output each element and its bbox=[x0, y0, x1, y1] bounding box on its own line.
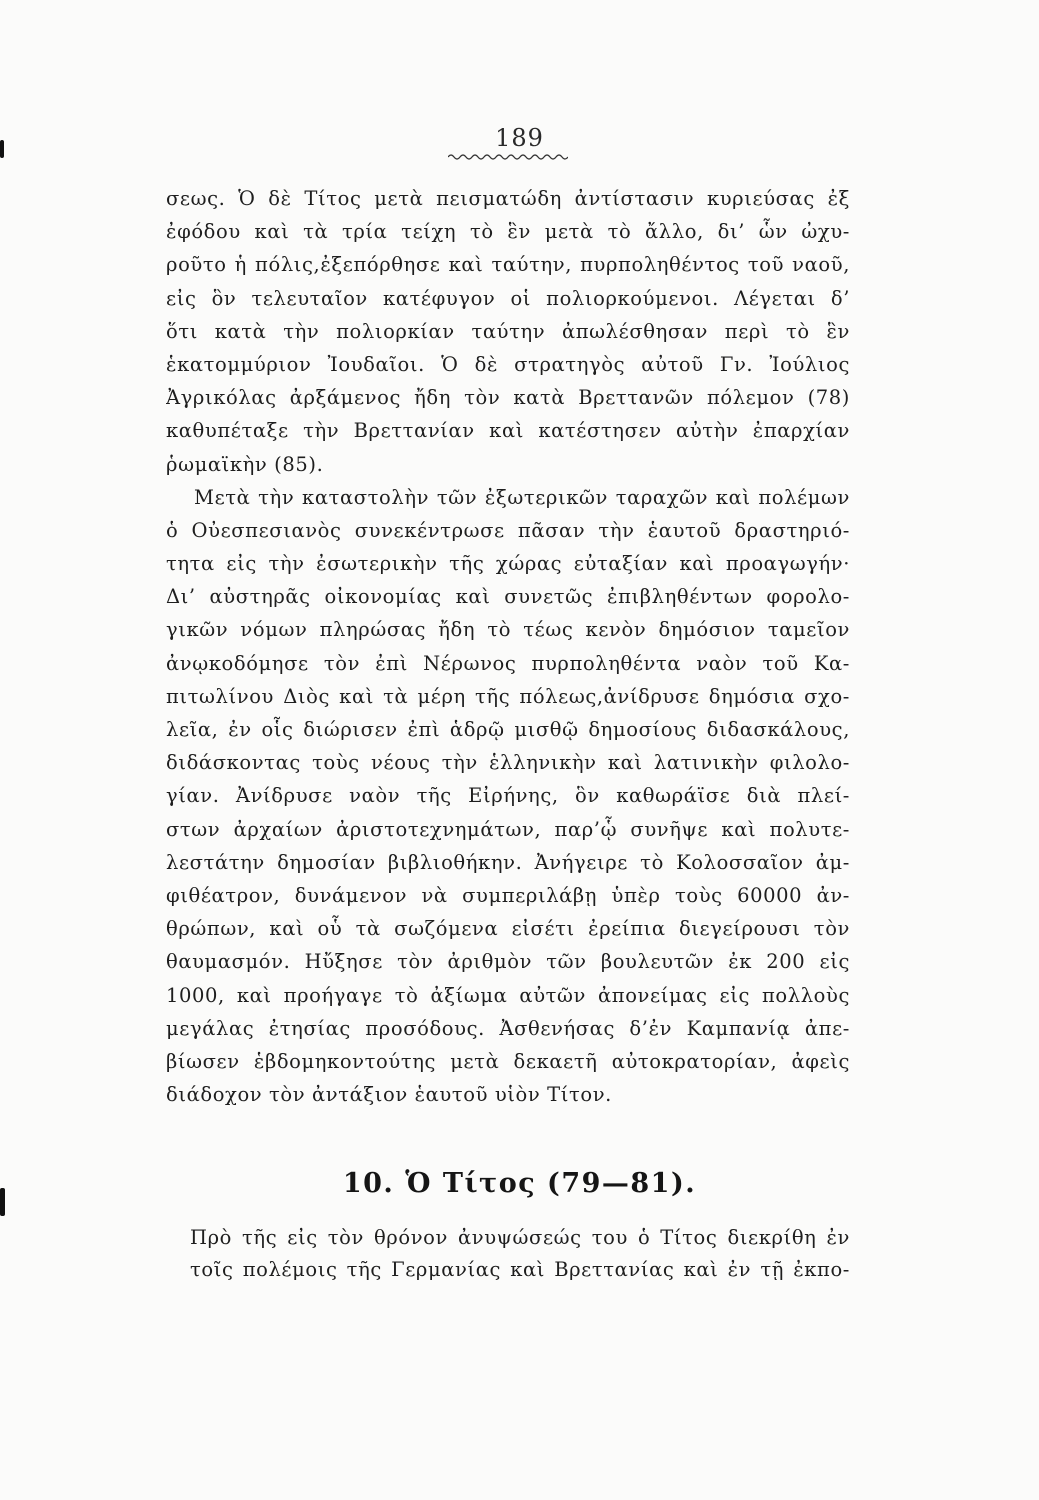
text-line: γικῶν νόμων πληρώσας ἤδη τὸ τέως κενὸν δημόσιον ταμεῖον bbox=[166, 618, 850, 642]
section-text bbox=[190, 1222, 850, 1286]
text-line: ροῦτο ἡ πόλις,ἐξεπόρθησε καὶ ταύτην, πυρποληθέντος τοῦ ναοῦ, bbox=[166, 253, 850, 277]
text-line: διδάσκοντας τοὺς νέους τὴν ἑλληνικὴν καὶ λατινικὴν φιλολο- bbox=[166, 751, 850, 775]
text-line: λεστάτην δημοσίαν βιβλιοθήκην. Ἀνήγειρε τὸ Κολοσσαῖον ἀμ- bbox=[166, 850, 850, 874]
text-line: θαυμασμόν. Ηὔξησε τὸν ἀριθμὸν τῶν βουλευτῶν ἐκ 200 εἰς bbox=[166, 950, 850, 974]
section-heading: 10. Ὁ Τίτος (79—81). bbox=[342, 1168, 697, 1199]
text-line: ἑκατομμύριον Ἰουδαῖοι. Ὁ δὲ στρατηγὸς αὐτοῦ Γν. Ἰούλιος bbox=[166, 352, 850, 376]
wavy-rule-ornament bbox=[448, 152, 568, 162]
text-line: Μετὰ τὴν καταστολὴν τῶν ἐξωτερικῶν ταραχῶν καὶ πολέμων bbox=[194, 485, 850, 509]
text-line: λεῖα, ἐν οἷς διώρισεν ἐπὶ ἁδρῷ μισθῷ δημοσίους διδασκάλους, bbox=[166, 718, 850, 741]
text-line: τητα εἰς τὴν ἐσωτερικὴν τῆς χώρας εὐταξίαν καὶ προαγωγήν· bbox=[166, 552, 850, 576]
page-number: 189 bbox=[495, 124, 544, 152]
text-line: Ἀγρικόλας ἀρξάμενος ἤδη τὸν κατὰ Βρεττανῶν πόλεμον (78) bbox=[166, 386, 850, 410]
text-line: 1000, καὶ προήγαγε τὸ ἀξίωμα αὐτῶν ἀπονείμας εἰς πολλοὺς bbox=[166, 983, 850, 1007]
text-line: Πρὸ τῆς εἰς τὸν θρόνον ἀνυψώσεώς του ὁ Τίτος διεκρίθη ἐν bbox=[190, 1226, 850, 1249]
text-line: πιτωλίνου Διὸς καὶ τὰ μέρη τῆς πόλεως,ἀνίδρυσε δημόσια σχο- bbox=[166, 684, 850, 708]
body-text bbox=[166, 182, 850, 1111]
text-line: ὁ Οὐεσπεσιανὸς συνεκέντρωσε πᾶσαν τὴν ἑαυτοῦ δραστηριό- bbox=[166, 518, 850, 542]
text-line: διάδοχον τὸν ἀντάξιον ἑαυτοῦ υἱὸν Τίτον. bbox=[166, 1083, 612, 1107]
text-line: βίωσεν ἑβδομηκοντούτης μετὰ δεκαετῆ αὐτοκρατορίαν, ἀφεὶς bbox=[166, 1049, 850, 1073]
text-line: ἀνῳκοδόμησε τὸν ἐπὶ Νέρωνος πυρποληθέντα ναὸν τοῦ Κα- bbox=[166, 651, 850, 675]
text-line: εἰς ὃν τελευταῖον κατέφυγον οἱ πολιορκούμενοι. Λέγεται δ’ bbox=[166, 286, 850, 310]
text-line: καθυπέταξε τὴν Βρεττανίαν καὶ κατέστησεν αὐτὴν ἐπαρχίαν bbox=[166, 419, 850, 443]
text-line: ῥωμαϊκὴν (85). bbox=[166, 452, 324, 476]
text-line: θρώπων, καὶ οὗ τὰ σωζόμενα εἰσέτι ἐρείπια διεγείρουσι τὸν bbox=[166, 917, 850, 941]
text-line: σεως. Ὁ δὲ Τίτος μετὰ πεισματώδη ἀντίστασιν κυριεύσας ἐξ bbox=[166, 187, 850, 210]
text-line: Δι’ αὐστηρᾶς οἰκονομίας καὶ συνετῶς ἐπιβληθέντων φορολο- bbox=[166, 585, 850, 609]
text-line: μεγάλας ἐτησίας προσόδους. Ἀσθενήσας δ’ἐν Καμπανίᾳ ἀπε- bbox=[166, 1016, 850, 1040]
text-line: φιθέατρον, δυνάμενον νὰ συμπεριλάβῃ ὑπὲρ τοὺς 60000 ἀν- bbox=[166, 883, 850, 907]
text-line: στων ἀρχαίων ἀριστοτεχνημάτων, παρ’ᾧ συνῆψε καὶ πολυτε- bbox=[166, 817, 850, 841]
text-line: ἐφόδου καὶ τὰ τρία τείχη τὸ ἓν μετὰ τὸ ἄλλο, δι’ ὧν ὠχυ- bbox=[166, 220, 850, 244]
text-line: ὅτι κατὰ τὴν πολιορκίαν ταύτην ἀπωλέσθησαν περὶ τὸ ἓν bbox=[166, 319, 850, 343]
text-line: γίαν. Ἀνίδρυσε ναὸν τῆς Εἰρήνης, ὃν καθωράϊσε διὰ πλεί- bbox=[166, 784, 850, 808]
text-line: τοῖς πολέμοις τῆς Γερμανίας καὶ Βρεττανίας καὶ ἐν τῇ ἐκπο- bbox=[190, 1258, 850, 1281]
